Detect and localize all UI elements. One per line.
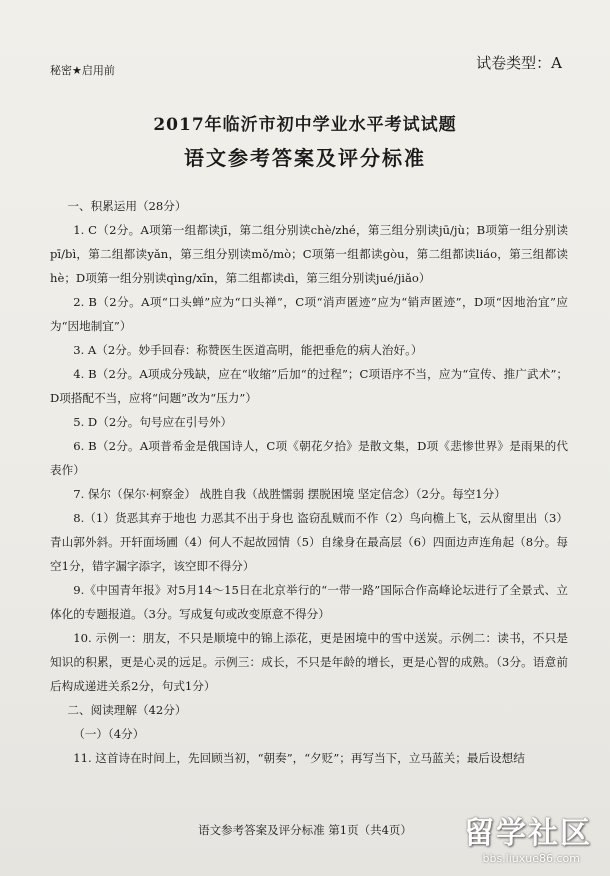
answer-paragraph: （一）（4分） bbox=[73, 727, 145, 741]
answer-paragraph: 4. B（2分。A项成分残缺，应在“收缩”后加“的过程”；C项语序不当，应为“宣传、推广武术”；D项搭配不当，应将“问题”改为“压力”） bbox=[50, 367, 568, 405]
section-heading: 一、积累运用（28分） bbox=[67, 199, 187, 213]
page-subtitle: 语文参考答案及评分标准 bbox=[184, 146, 426, 170]
answer-paragraph: 3. A（2分。妙手回春：称赞医生医道高明，能把垂危的病人治好。） bbox=[73, 343, 423, 357]
watermark-url: bbs.liuxue86.com bbox=[482, 852, 580, 865]
confidential-label: 秘密★启用前 bbox=[50, 64, 115, 77]
answer-paragraph: 9.《中国青年报》对5月14～15日在北京举行的“一带一路”国际合作高峰论坛进行了全景式、立体化的专题报道。（3分。写成复句或改变原意不得分） bbox=[50, 583, 568, 621]
answer-paragraph: 6. B（2分。A项普希金是俄国诗人，C项《朝花夕拾》是散文集，D项《悲惨世界》是雨果的代表作） bbox=[50, 439, 568, 477]
paper-type-label: 试卷类型：A bbox=[476, 54, 562, 72]
answer-paragraph: 8.（1）货恶其弃于地也 力恶其不出于身也 盗窃乱贼而不作（2）鸟向檐上飞，云从窗里出（3）青山郭外斜。开轩面场圃（4）何人不起故园情（5）自缘身在最高层（6）四面边声连角起（8分。每空1分，错字漏字添字，该空即不得分） bbox=[50, 511, 568, 573]
answer-paragraph: 7. 保尔（保尔·柯察金） 战胜自我（战胜懦弱 摆脱困境 坚定信念）（2分。每空1分） bbox=[73, 487, 506, 501]
answer-paragraph: 11. 这首诗在时间上，先回顾当初，“朝奏”，“夕贬”；再写当下，立马蓝关；最后设想结 bbox=[73, 751, 525, 765]
answer-body bbox=[50, 194, 568, 770]
section-heading: 二、阅读理解（42分） bbox=[67, 703, 187, 717]
answer-paragraph: 10. 示例一：朋友，不只是顺境中的锦上添花，更是困境中的雪中送炭。示例二：读书，不只是知识的积累，更是心灵的远足。示例三：成长，不只是年龄的增长，更是心智的成熟。（3分。语意前后构成递进关系2分，句式1分） bbox=[50, 631, 568, 693]
page-title: 2017年临沂市初中学业水平考试试题 bbox=[153, 115, 457, 135]
page-footer: 语文参考答案及评分标准 第1页（共4页） bbox=[198, 823, 412, 837]
answer-paragraph: 5. D（2分。句号应在引号外） bbox=[73, 415, 233, 429]
answer-paragraph: 2. B（2分。A项“口头蝉”应为“口头禅”，C项“消声匿迹”应为“销声匿迹”，D项“因地治宜”应为“因地制宜”） bbox=[50, 295, 568, 333]
watermark-logo: 留学社区 bbox=[464, 816, 592, 851]
answer-paragraph: 1. C（2分。A项第一组都读jī，第二组分别读chè/zhé，第三组分别读jū/jù；B项第一组分别读pī/bì，第二组都读yǎn，第三组分别读mǒ/mò；C项第一组都读gòu，第二组都读liáo，第三组都读hè；D项第一组分别读qìng/xīn，第二组都读dì，第三组分别读jué/jiǎo） bbox=[50, 223, 568, 285]
